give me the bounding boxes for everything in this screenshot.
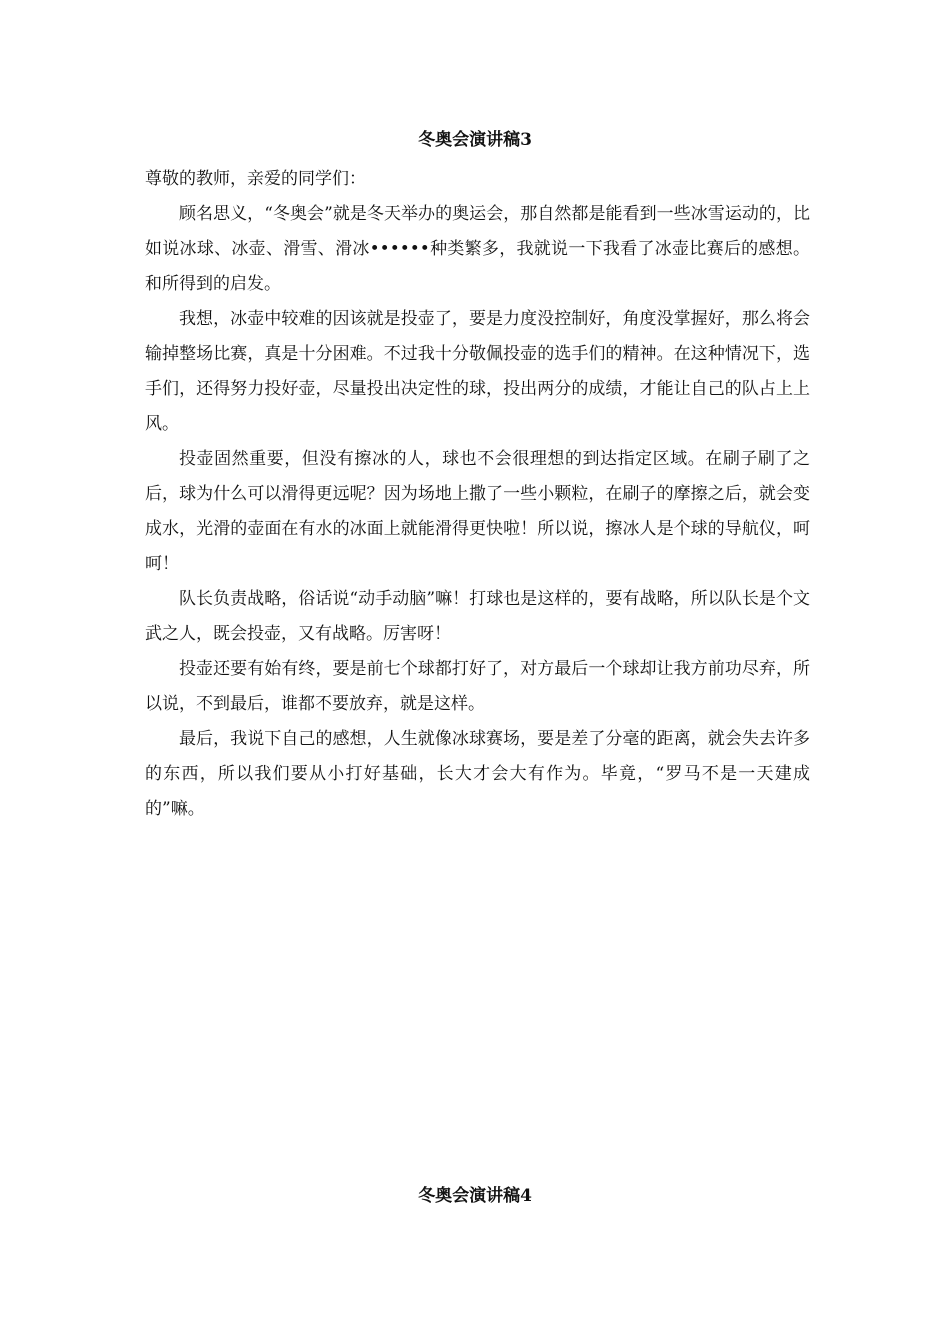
section-title-4: 冬奥会演讲稿4 [418, 1186, 532, 1206]
paragraph: 投壶固然重要，但没有擦冰的人，球也不会很理想的到达指定区域。在刷子刷了之后，球为什么可以滑得更远呢？因为场地上撒了一些小颗粒，在刷子的摩擦之后，就会变成水，光滑的壶面在有水的冰面上就能滑得更快啦！所以说，擦冰人是个球的导航仪，呵呵！ [145, 449, 810, 574]
paragraph: 投壶还要有始有终，要是前七个球都打好了，对方最后一个球却让我方前功尽弃，所以说，不到最后，谁都不要放弃，就是这样。 [145, 659, 810, 714]
paragraph: 顾名思义，“冬奥会”就是冬天举办的奥运会，那自然都是能看到一些冰雪运动的，比如说冰球、冰壶、滑雪、滑冰••••••种类繁多，我就说一下我看了冰壶比赛后的感想。和所得到的启发。 [145, 204, 810, 294]
greeting: 尊敬的教师，亲爱的同学们： [145, 169, 366, 189]
speech-body [145, 162, 810, 827]
paragraph: 最后，我说下自己的感想，人生就像冰球赛场，要是差了分毫的距离，就会失去许多的东西，所以我们要从小打好基础，长大才会大有作为。毕竟，“罗马不是一天建成的”嘛。 [145, 729, 810, 819]
section-title-3: 冬奥会演讲稿3 [418, 130, 532, 150]
paragraph: 我想，冰壶中较难的因该就是投壶了，要是力度没控制好，角度没掌握好，那么将会输掉整场比赛，真是十分困难。不过我十分敬佩投壶的选手们的精神。在这种情况下，选手们，还得努力投好壶，尽量投出决定性的球，投出两分的成绩，才能让自己的队占上上风。 [145, 309, 810, 434]
paragraph: 队长负责战略，俗话说“动手动脑”嘛！打球也是这样的，要有战略，所以队长是个文武之人，既会投壶，又有战略。厉害呀！ [145, 589, 810, 644]
